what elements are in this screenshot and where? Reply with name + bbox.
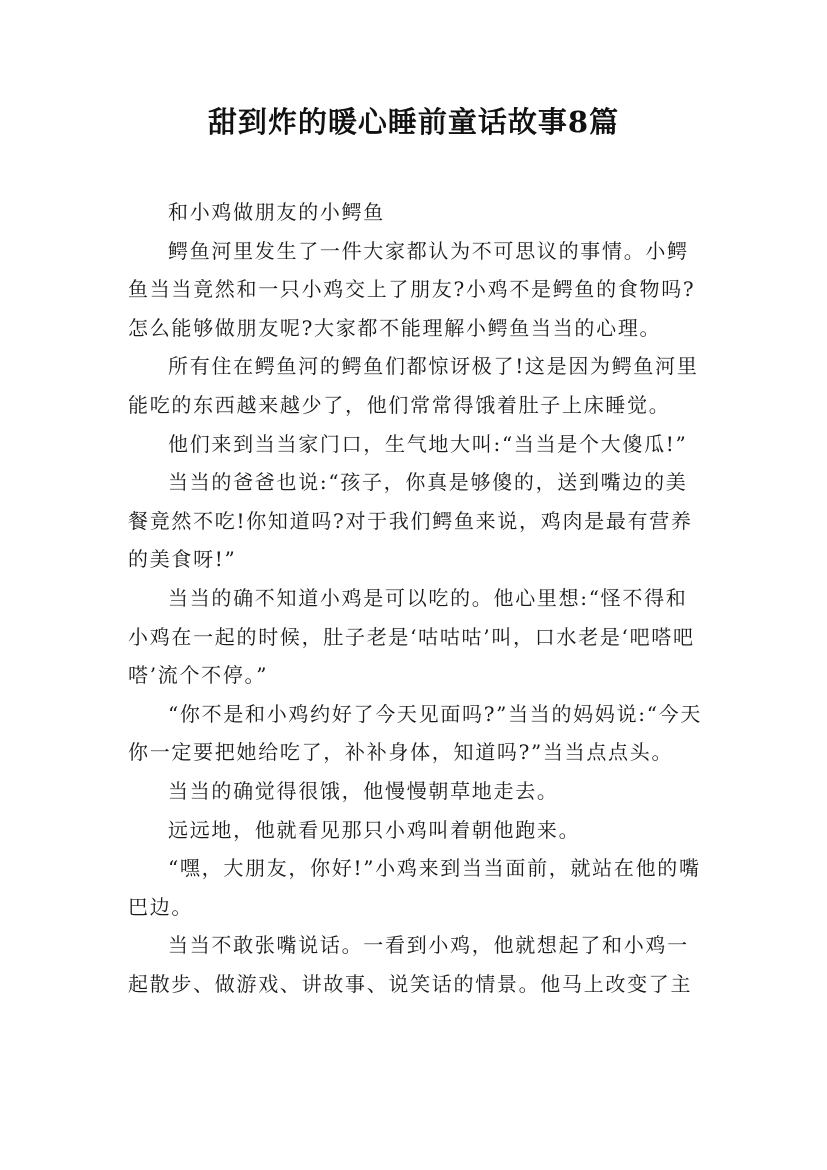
paragraph: 当当的确觉得很饿，他慢慢朝草地走去。 (168, 778, 559, 803)
story-heading: 和小鸡做朋友的小鳄鱼 (168, 200, 385, 224)
paragraph: 远远地，他就看见那只小鸡叫着朝他跑来。 (168, 817, 581, 842)
paragraph: “嘿，大朋友，你好!”小鸡来到当当面前，就站在他的嘴巴边。 (128, 856, 701, 919)
document-body (128, 193, 708, 1003)
paragraph: 当当的确不知道小鸡是可以吃的。他心里想:“怪不得和小鸡在一起的时候，肚子老是‘咕咕咕’叫，口水老是‘吧嗒吧嗒’流个不停。” (128, 585, 695, 688)
paragraph: “你不是和小鸡约好了今天见面吗?”当当的妈妈说:“今天你一定要把她给吃了，补补身体，知道吗?”当当点点头。 (128, 701, 703, 765)
paragraph: 他们来到当当家门口，生气地大叫:“当当是个大傻瓜!” (168, 431, 688, 456)
paragraph: 当当不敢张嘴说话。一看到小鸡，他就想起了和小鸡一起散步、做游戏、讲故事、说笑话的情景。他马上改变了主 (128, 933, 693, 996)
paragraph: 当当的爸爸也说:“孩子，你真是够傻的，送到嘴边的美餐竟然不吃!你知道吗?对于我们鳄鱼来说，鸡肉是最有营养的美食呀!” (128, 470, 693, 572)
document-title: 甜到炸的暖心睡前童话故事8篇 (207, 105, 620, 139)
paragraph: 鳄鱼河里发生了一件大家都认为不可思议的事情。小鳄鱼当当竟然和一只小鸡交上了朋友?小鸡不是鳄鱼的食物吗?怎么能够做朋友呢?大家都不能理解小鳄鱼当当的心理。 (128, 238, 696, 340)
paragraph: 所有住在鳄鱼河的鳄鱼们都惊讶极了!这是因为鳄鱼河里能吃的东西越来越少了，他们常常得饿着肚子上床睡觉。 (128, 354, 699, 417)
